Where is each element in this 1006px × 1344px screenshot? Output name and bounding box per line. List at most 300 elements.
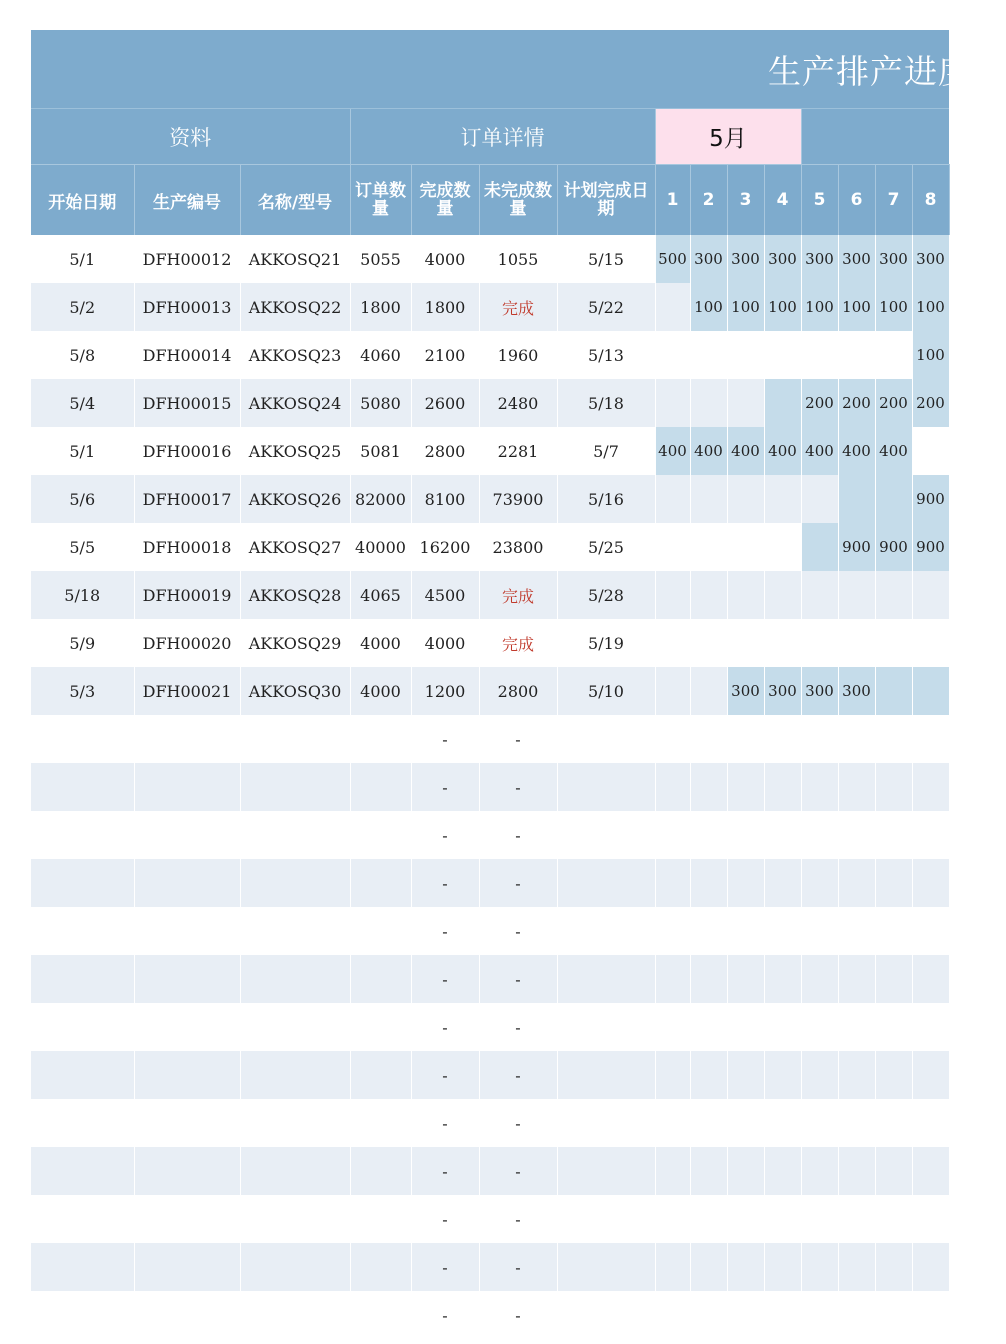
cell-day-qty[interactable]: 100 — [764, 283, 801, 331]
cell-day-qty[interactable] — [727, 907, 764, 955]
cell-day-qty[interactable] — [727, 1291, 764, 1339]
cell-start-date[interactable] — [31, 1051, 134, 1099]
cell-day-qty[interactable]: 300 — [764, 667, 801, 715]
cell-plan-date[interactable] — [557, 715, 655, 763]
cell-day-qty[interactable] — [838, 811, 875, 859]
cell-day-qty[interactable]: 100 — [801, 283, 838, 331]
cell-model[interactable]: AKKOSQ26 — [240, 475, 350, 523]
cell-start-date[interactable] — [31, 955, 134, 1003]
cell-done-qty[interactable]: - — [411, 1243, 479, 1291]
cell-model[interactable] — [240, 1147, 350, 1195]
cell-model[interactable]: AKKOSQ27 — [240, 523, 350, 571]
cell-day-qty[interactable]: 100 — [912, 283, 949, 331]
cell-day-qty[interactable] — [655, 1147, 690, 1195]
cell-prod-no[interactable]: DFH00017 — [134, 475, 240, 523]
cell-day-qty[interactable] — [838, 1051, 875, 1099]
cell-day-qty[interactable] — [690, 619, 727, 667]
cell-day-qty[interactable]: 100 — [875, 283, 912, 331]
cell-prod-no[interactable] — [134, 955, 240, 1003]
cell-prod-no[interactable]: DFH00013 — [134, 283, 240, 331]
cell-order-qty[interactable]: 5081 — [350, 427, 411, 475]
cell-day-qty[interactable] — [838, 619, 875, 667]
cell-start-date[interactable]: 5/2 — [31, 283, 134, 331]
cell-done-qty[interactable]: - — [411, 1099, 479, 1147]
cell-day-qty[interactable] — [875, 955, 912, 1003]
cell-done-qty[interactable]: 2100 — [411, 331, 479, 379]
cell-undone-qty[interactable]: - — [479, 1051, 557, 1099]
cell-day-qty[interactable] — [727, 1195, 764, 1243]
cell-day-qty[interactable] — [912, 571, 949, 619]
cell-day-qty[interactable] — [690, 1195, 727, 1243]
cell-model[interactable]: AKKOSQ28 — [240, 571, 350, 619]
cell-day-qty[interactable] — [690, 523, 727, 571]
cell-day-qty[interactable] — [655, 523, 690, 571]
cell-day-qty[interactable] — [764, 1291, 801, 1339]
cell-prod-no[interactable]: DFH00012 — [134, 235, 240, 283]
cell-day-qty[interactable] — [912, 1099, 949, 1147]
cell-undone-qty[interactable]: - — [479, 715, 557, 763]
cell-day-qty[interactable] — [875, 571, 912, 619]
cell-start-date[interactable]: 5/8 — [31, 331, 134, 379]
cell-day-qty[interactable] — [912, 811, 949, 859]
cell-day-qty[interactable]: 200 — [838, 379, 875, 427]
cell-day-qty[interactable] — [912, 907, 949, 955]
cell-day-qty[interactable] — [655, 1195, 690, 1243]
cell-day-qty[interactable] — [727, 811, 764, 859]
cell-day-qty[interactable] — [801, 1099, 838, 1147]
cell-day-qty[interactable] — [764, 715, 801, 763]
cell-day-qty[interactable] — [655, 715, 690, 763]
cell-day-qty[interactable]: 300 — [764, 235, 801, 283]
cell-day-qty[interactable] — [655, 955, 690, 1003]
cell-day-qty[interactable]: 900 — [912, 523, 949, 571]
cell-day-qty[interactable] — [912, 859, 949, 907]
cell-day-qty[interactable] — [838, 1195, 875, 1243]
cell-prod-no[interactable] — [134, 1051, 240, 1099]
cell-day-qty[interactable] — [764, 955, 801, 1003]
cell-day-qty[interactable] — [875, 859, 912, 907]
cell-plan-date[interactable]: 5/18 — [557, 379, 655, 427]
cell-order-qty[interactable]: 40000 — [350, 523, 411, 571]
cell-day-qty[interactable]: 300 — [801, 235, 838, 283]
cell-day-qty[interactable] — [912, 1195, 949, 1243]
cell-day-qty[interactable] — [655, 811, 690, 859]
cell-undone-qty[interactable]: 完成 — [479, 619, 557, 667]
cell-plan-date[interactable] — [557, 859, 655, 907]
cell-day-qty[interactable]: 400 — [875, 427, 912, 475]
cell-day-qty[interactable] — [875, 1195, 912, 1243]
cell-day-qty[interactable]: 400 — [690, 427, 727, 475]
cell-prod-no[interactable] — [134, 907, 240, 955]
cell-day-qty[interactable] — [690, 1243, 727, 1291]
month-cell[interactable]: 5月 — [655, 109, 801, 165]
cell-day-qty[interactable] — [690, 763, 727, 811]
cell-day-qty[interactable] — [727, 715, 764, 763]
cell-prod-no[interactable] — [134, 1147, 240, 1195]
cell-day-qty[interactable] — [838, 715, 875, 763]
cell-day-qty[interactable] — [655, 907, 690, 955]
cell-start-date[interactable]: 5/1 — [31, 427, 134, 475]
cell-day-qty[interactable] — [727, 1051, 764, 1099]
cell-day-qty[interactable] — [764, 523, 801, 571]
cell-order-qty[interactable] — [350, 1243, 411, 1291]
cell-day-qty[interactable] — [764, 1051, 801, 1099]
cell-day-qty[interactable] — [690, 907, 727, 955]
cell-day-qty[interactable]: 300 — [801, 667, 838, 715]
cell-prod-no[interactable]: DFH00021 — [134, 667, 240, 715]
cell-model[interactable] — [240, 1195, 350, 1243]
cell-day-qty[interactable]: 300 — [727, 235, 764, 283]
cell-order-qty[interactable] — [350, 907, 411, 955]
cell-day-qty[interactable] — [655, 331, 690, 379]
cell-order-qty[interactable]: 4000 — [350, 619, 411, 667]
cell-start-date[interactable]: 5/18 — [31, 571, 134, 619]
cell-plan-date[interactable]: 5/16 — [557, 475, 655, 523]
cell-plan-date[interactable] — [557, 907, 655, 955]
cell-day-qty[interactable] — [727, 1099, 764, 1147]
cell-day-qty[interactable] — [801, 1243, 838, 1291]
cell-start-date[interactable] — [31, 1195, 134, 1243]
cell-day-qty[interactable] — [801, 811, 838, 859]
cell-day-qty[interactable] — [690, 475, 727, 523]
cell-day-qty[interactable] — [912, 1243, 949, 1291]
cell-plan-date[interactable]: 5/19 — [557, 619, 655, 667]
cell-day-qty[interactable] — [727, 859, 764, 907]
cell-day-qty[interactable] — [801, 955, 838, 1003]
cell-plan-date[interactable]: 5/10 — [557, 667, 655, 715]
cell-day-qty[interactable] — [838, 331, 875, 379]
cell-day-qty[interactable]: 400 — [838, 427, 875, 475]
cell-day-qty[interactable]: 300 — [838, 667, 875, 715]
cell-day-qty[interactable] — [764, 1195, 801, 1243]
cell-day-qty[interactable] — [801, 1195, 838, 1243]
cell-day-qty[interactable] — [727, 1243, 764, 1291]
cell-undone-qty[interactable]: 23800 — [479, 523, 557, 571]
cell-day-qty[interactable]: 100 — [727, 283, 764, 331]
cell-day-qty[interactable]: 200 — [801, 379, 838, 427]
cell-day-qty[interactable] — [655, 1243, 690, 1291]
cell-day-qty[interactable] — [838, 1291, 875, 1339]
cell-day-qty[interactable] — [912, 955, 949, 1003]
cell-day-qty[interactable] — [912, 619, 949, 667]
cell-model[interactable]: AKKOSQ30 — [240, 667, 350, 715]
cell-done-qty[interactable]: - — [411, 1003, 479, 1051]
cell-day-qty[interactable] — [912, 1147, 949, 1195]
cell-day-qty[interactable] — [764, 1003, 801, 1051]
cell-undone-qty[interactable]: - — [479, 1003, 557, 1051]
cell-day-qty[interactable] — [838, 1099, 875, 1147]
cell-day-qty[interactable] — [875, 667, 912, 715]
cell-day-qty[interactable] — [875, 1291, 912, 1339]
cell-day-qty[interactable] — [801, 715, 838, 763]
cell-undone-qty[interactable]: - — [479, 955, 557, 1003]
cell-prod-no[interactable] — [134, 715, 240, 763]
cell-day-qty[interactable] — [727, 1147, 764, 1195]
cell-model[interactable] — [240, 1051, 350, 1099]
cell-day-qty[interactable] — [875, 1051, 912, 1099]
cell-undone-qty[interactable]: 2800 — [479, 667, 557, 715]
cell-day-qty[interactable] — [801, 571, 838, 619]
cell-undone-qty[interactable]: - — [479, 1243, 557, 1291]
cell-start-date[interactable] — [31, 907, 134, 955]
cell-day-qty[interactable] — [690, 1147, 727, 1195]
cell-day-qty[interactable] — [801, 907, 838, 955]
cell-day-qty[interactable] — [655, 1051, 690, 1099]
cell-day-qty[interactable] — [764, 619, 801, 667]
cell-day-qty[interactable]: 300 — [727, 667, 764, 715]
cell-day-qty[interactable] — [912, 427, 949, 475]
cell-model[interactable]: AKKOSQ22 — [240, 283, 350, 331]
cell-day-qty[interactable] — [727, 571, 764, 619]
cell-day-qty[interactable] — [764, 763, 801, 811]
cell-prod-no[interactable] — [134, 763, 240, 811]
cell-day-qty[interactable] — [655, 283, 690, 331]
cell-prod-no[interactable]: DFH00015 — [134, 379, 240, 427]
cell-order-qty[interactable]: 5055 — [350, 235, 411, 283]
cell-day-qty[interactable] — [655, 475, 690, 523]
cell-day-qty[interactable] — [838, 571, 875, 619]
cell-day-qty[interactable] — [655, 571, 690, 619]
cell-plan-date[interactable]: 5/28 — [557, 571, 655, 619]
cell-day-qty[interactable]: 900 — [912, 475, 949, 523]
cell-model[interactable] — [240, 907, 350, 955]
cell-order-qty[interactable]: 4065 — [350, 571, 411, 619]
cell-done-qty[interactable]: 1200 — [411, 667, 479, 715]
cell-start-date[interactable]: 5/6 — [31, 475, 134, 523]
cell-day-qty[interactable] — [764, 1243, 801, 1291]
cell-model[interactable] — [240, 859, 350, 907]
cell-start-date[interactable] — [31, 715, 134, 763]
cell-plan-date[interactable] — [557, 1051, 655, 1099]
cell-undone-qty[interactable]: 完成 — [479, 283, 557, 331]
cell-day-qty[interactable] — [655, 619, 690, 667]
cell-done-qty[interactable]: 16200 — [411, 523, 479, 571]
cell-start-date[interactable] — [31, 1099, 134, 1147]
cell-prod-no[interactable] — [134, 1291, 240, 1339]
cell-undone-qty[interactable]: - — [479, 859, 557, 907]
cell-order-qty[interactable] — [350, 763, 411, 811]
cell-undone-qty[interactable]: - — [479, 1147, 557, 1195]
cell-day-qty[interactable] — [690, 1291, 727, 1339]
cell-start-date[interactable] — [31, 1003, 134, 1051]
cell-order-qty[interactable] — [350, 1291, 411, 1339]
cell-day-qty[interactable] — [838, 475, 875, 523]
cell-day-qty[interactable] — [727, 475, 764, 523]
cell-day-qty[interactable] — [727, 955, 764, 1003]
cell-day-qty[interactable] — [838, 763, 875, 811]
cell-done-qty[interactable]: - — [411, 1147, 479, 1195]
cell-plan-date[interactable] — [557, 1195, 655, 1243]
cell-day-qty[interactable] — [690, 331, 727, 379]
cell-done-qty[interactable]: 2600 — [411, 379, 479, 427]
cell-day-qty[interactable] — [690, 571, 727, 619]
cell-day-qty[interactable]: 200 — [875, 379, 912, 427]
cell-day-qty[interactable]: 200 — [912, 379, 949, 427]
cell-undone-qty[interactable]: - — [479, 1291, 557, 1339]
cell-start-date[interactable] — [31, 1243, 134, 1291]
cell-plan-date[interactable] — [557, 763, 655, 811]
cell-day-qty[interactable] — [912, 1291, 949, 1339]
cell-done-qty[interactable]: - — [411, 715, 479, 763]
cell-undone-qty[interactable]: 2480 — [479, 379, 557, 427]
cell-day-qty[interactable]: 300 — [838, 235, 875, 283]
cell-prod-no[interactable] — [134, 1099, 240, 1147]
cell-day-qty[interactable]: 400 — [764, 427, 801, 475]
cell-plan-date[interactable]: 5/7 — [557, 427, 655, 475]
cell-start-date[interactable]: 5/3 — [31, 667, 134, 715]
cell-order-qty[interactable]: 82000 — [350, 475, 411, 523]
cell-day-qty[interactable] — [690, 1099, 727, 1147]
cell-done-qty[interactable]: - — [411, 811, 479, 859]
cell-day-qty[interactable] — [764, 331, 801, 379]
cell-model[interactable] — [240, 1003, 350, 1051]
cell-done-qty[interactable]: - — [411, 763, 479, 811]
cell-day-qty[interactable] — [875, 907, 912, 955]
cell-day-qty[interactable] — [801, 763, 838, 811]
cell-day-qty[interactable]: 900 — [838, 523, 875, 571]
cell-model[interactable] — [240, 811, 350, 859]
cell-day-qty[interactable] — [764, 1099, 801, 1147]
cell-done-qty[interactable]: - — [411, 1051, 479, 1099]
cell-done-qty[interactable]: - — [411, 1195, 479, 1243]
cell-order-qty[interactable]: 4060 — [350, 331, 411, 379]
cell-order-qty[interactable]: 4000 — [350, 667, 411, 715]
cell-day-qty[interactable]: 500 — [655, 235, 690, 283]
cell-day-qty[interactable] — [690, 859, 727, 907]
cell-day-qty[interactable] — [838, 955, 875, 1003]
cell-day-qty[interactable] — [655, 667, 690, 715]
cell-start-date[interactable] — [31, 859, 134, 907]
cell-day-qty[interactable] — [838, 1003, 875, 1051]
cell-start-date[interactable]: 5/4 — [31, 379, 134, 427]
cell-day-qty[interactable] — [875, 475, 912, 523]
cell-start-date[interactable] — [31, 763, 134, 811]
cell-start-date[interactable] — [31, 811, 134, 859]
cell-undone-qty[interactable]: - — [479, 811, 557, 859]
cell-day-qty[interactable] — [875, 619, 912, 667]
cell-day-qty[interactable] — [764, 379, 801, 427]
cell-day-qty[interactable] — [727, 331, 764, 379]
cell-day-qty[interactable] — [727, 379, 764, 427]
cell-day-qty[interactable] — [690, 1003, 727, 1051]
cell-day-qty[interactable] — [912, 667, 949, 715]
cell-undone-qty[interactable]: 1055 — [479, 235, 557, 283]
cell-day-qty[interactable]: 400 — [655, 427, 690, 475]
cell-day-qty[interactable]: 100 — [838, 283, 875, 331]
cell-day-qty[interactable] — [801, 523, 838, 571]
cell-done-qty[interactable]: 4000 — [411, 619, 479, 667]
cell-prod-no[interactable] — [134, 1195, 240, 1243]
cell-day-qty[interactable] — [912, 715, 949, 763]
cell-order-qty[interactable] — [350, 859, 411, 907]
cell-prod-no[interactable]: DFH00016 — [134, 427, 240, 475]
cell-prod-no[interactable] — [134, 811, 240, 859]
cell-order-qty[interactable] — [350, 955, 411, 1003]
cell-order-qty[interactable] — [350, 1195, 411, 1243]
cell-day-qty[interactable]: 400 — [801, 427, 838, 475]
cell-day-qty[interactable]: 300 — [912, 235, 949, 283]
cell-model[interactable] — [240, 763, 350, 811]
cell-day-qty[interactable]: 100 — [912, 331, 949, 379]
cell-day-qty[interactable] — [655, 379, 690, 427]
cell-order-qty[interactable] — [350, 1051, 411, 1099]
cell-undone-qty[interactable]: 73900 — [479, 475, 557, 523]
cell-day-qty[interactable] — [801, 859, 838, 907]
cell-plan-date[interactable] — [557, 811, 655, 859]
cell-start-date[interactable]: 5/5 — [31, 523, 134, 571]
cell-prod-no[interactable]: DFH00018 — [134, 523, 240, 571]
cell-model[interactable] — [240, 1099, 350, 1147]
cell-plan-date[interactable] — [557, 1147, 655, 1195]
cell-start-date[interactable]: 5/9 — [31, 619, 134, 667]
cell-plan-date[interactable]: 5/15 — [557, 235, 655, 283]
cell-order-qty[interactable] — [350, 1003, 411, 1051]
cell-undone-qty[interactable]: 1960 — [479, 331, 557, 379]
cell-day-qty[interactable] — [838, 1147, 875, 1195]
cell-model[interactable]: AKKOSQ29 — [240, 619, 350, 667]
cell-model[interactable] — [240, 955, 350, 1003]
cell-plan-date[interactable] — [557, 1291, 655, 1339]
cell-day-qty[interactable] — [727, 763, 764, 811]
cell-undone-qty[interactable]: - — [479, 1099, 557, 1147]
cell-day-qty[interactable] — [801, 475, 838, 523]
cell-prod-no[interactable]: DFH00019 — [134, 571, 240, 619]
cell-day-qty[interactable] — [655, 1099, 690, 1147]
cell-day-qty[interactable] — [801, 1291, 838, 1339]
cell-prod-no[interactable]: DFH00014 — [134, 331, 240, 379]
cell-prod-no[interactable] — [134, 859, 240, 907]
cell-day-qty[interactable]: 300 — [875, 235, 912, 283]
cell-day-qty[interactable] — [801, 1003, 838, 1051]
cell-day-qty[interactable] — [690, 811, 727, 859]
cell-day-qty[interactable] — [912, 763, 949, 811]
cell-day-qty[interactable]: 300 — [690, 235, 727, 283]
cell-plan-date[interactable] — [557, 1099, 655, 1147]
cell-day-qty[interactable] — [690, 1051, 727, 1099]
cell-plan-date[interactable]: 5/25 — [557, 523, 655, 571]
cell-day-qty[interactable] — [838, 859, 875, 907]
cell-undone-qty[interactable]: - — [479, 907, 557, 955]
cell-day-qty[interactable] — [655, 1291, 690, 1339]
cell-start-date[interactable] — [31, 1147, 134, 1195]
cell-day-qty[interactable] — [875, 1003, 912, 1051]
cell-day-qty[interactable] — [764, 859, 801, 907]
cell-plan-date[interactable] — [557, 1003, 655, 1051]
cell-prod-no[interactable] — [134, 1003, 240, 1051]
cell-day-qty[interactable] — [727, 619, 764, 667]
cell-day-qty[interactable] — [875, 811, 912, 859]
cell-day-qty[interactable] — [690, 715, 727, 763]
cell-day-qty[interactable] — [875, 1099, 912, 1147]
cell-day-qty[interactable] — [727, 1003, 764, 1051]
cell-model[interactable]: AKKOSQ24 — [240, 379, 350, 427]
cell-order-qty[interactable] — [350, 1099, 411, 1147]
cell-day-qty[interactable] — [764, 475, 801, 523]
cell-day-qty[interactable] — [801, 619, 838, 667]
cell-model[interactable] — [240, 715, 350, 763]
cell-model[interactable] — [240, 1291, 350, 1339]
cell-prod-no[interactable] — [134, 1243, 240, 1291]
cell-day-qty[interactable] — [764, 1147, 801, 1195]
cell-day-qty[interactable]: 900 — [875, 523, 912, 571]
cell-day-qty[interactable] — [838, 1243, 875, 1291]
cell-day-qty[interactable] — [912, 1003, 949, 1051]
cell-plan-date[interactable] — [557, 1243, 655, 1291]
cell-day-qty[interactable] — [655, 1003, 690, 1051]
cell-undone-qty[interactable]: 2281 — [479, 427, 557, 475]
cell-day-qty[interactable] — [875, 1243, 912, 1291]
cell-day-qty[interactable] — [801, 331, 838, 379]
